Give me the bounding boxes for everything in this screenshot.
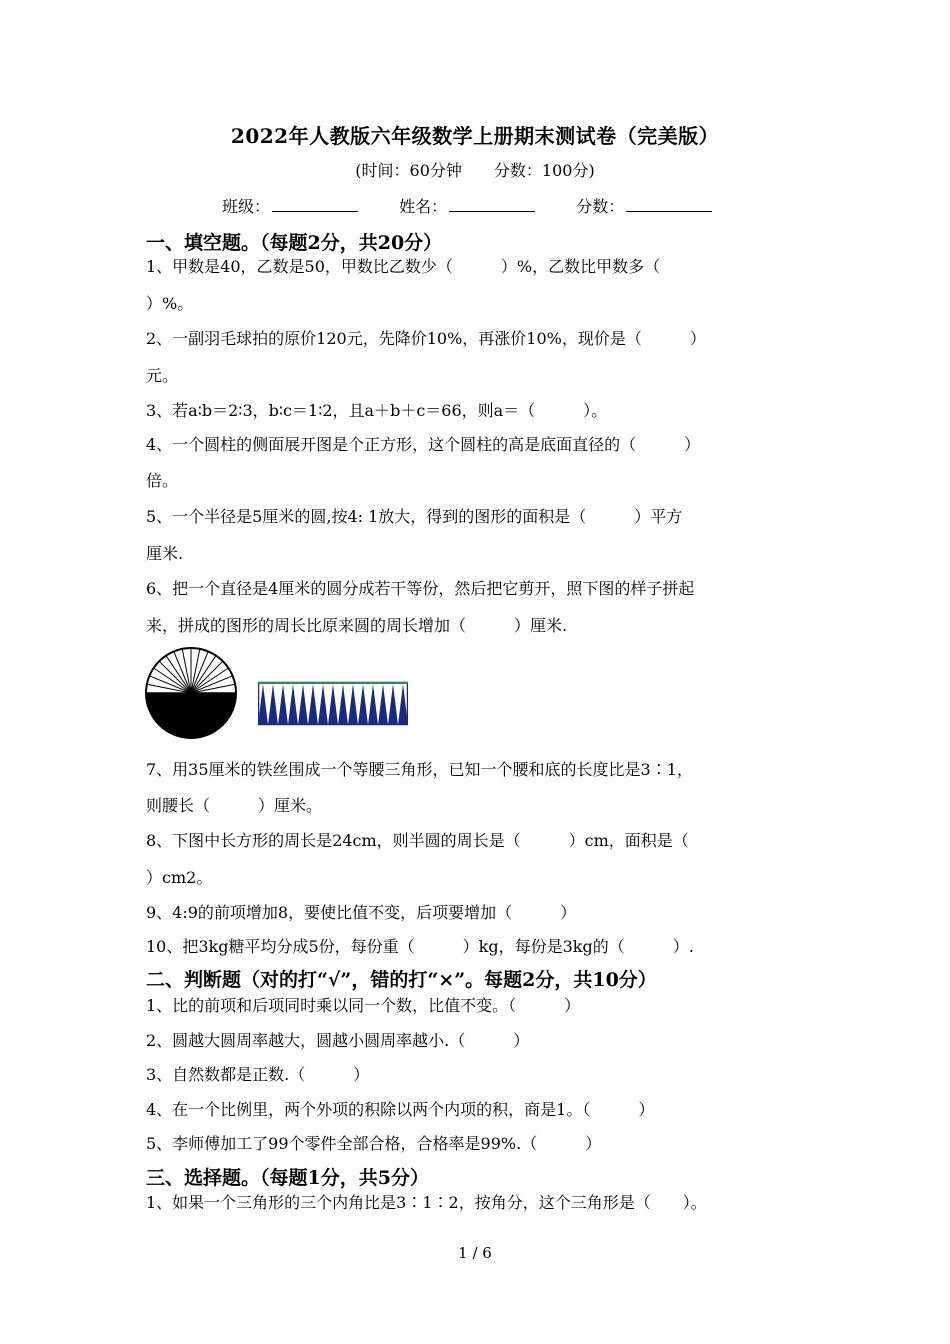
- question-line: 4、一个圆柱的侧面展开图是个正方形，这个圆柱的高是底面直径的（ ）: [146, 435, 701, 454]
- question-line: 1、比的前项和后项同时乘以同一个数，比值不变。（ ）: [146, 996, 581, 1015]
- name-blank[interactable]: [449, 197, 535, 212]
- section-heading-multiple-choice: 三、选择题。（每题1分，共5分）: [146, 1167, 429, 1189]
- question-line: 来，拼成的图形的周长比原来圆的周长增加（ ）厘米.: [146, 616, 568, 635]
- question-line: 7、用35厘米的铁丝围成一个等腰三角形，已知一个腰和底的长度比是3∶1，: [146, 760, 693, 779]
- question-line: 则腰长（ ）厘米。: [146, 796, 323, 815]
- page-number: 1 / 6: [458, 1244, 492, 1262]
- question-line: 8、下图中长方形的周长是24cm，则半圆的周长是（ ）cm，面积是（: [146, 831, 689, 850]
- question-line: ）%。: [146, 294, 194, 313]
- question-line: 1、甲数是40，乙数是50，甲数比乙数少（ ）%，乙数比甲数多（: [146, 257, 661, 276]
- question-line: 5、李师傅加工了99个零件全部合格，合格率是99%.（ ）: [146, 1134, 602, 1153]
- question-line: 2、一副羽毛球拍的原价120元，先降价10%，再涨价10%，现价是（ ）: [146, 329, 706, 348]
- question-line: 2、圆越大圆周率越大，圆越小圆周率越小.（ ）: [146, 1031, 530, 1050]
- circle-divided-into-sectors-icon: [144, 646, 238, 740]
- question-line: 10、把3kg糖平均分成5份，每份重（ ）kg，每份是3kg的（ ）.: [146, 937, 694, 956]
- question-line: 1、如果一个三角形的三个内角比是3∶1∶2，按角分，这个三角形是（ ）。: [146, 1193, 707, 1212]
- question-line: ）cm2。: [146, 868, 213, 887]
- score-blank[interactable]: [626, 197, 712, 212]
- question-line: 3、自然数都是正数.（ ）: [146, 1065, 370, 1084]
- section-heading-true-false: 二、判断题（对的打“√”，错的打“×”。每题2分，共10分）: [146, 969, 657, 991]
- question-line: 4、在一个比例里，两个外项的积除以两个内项的积，商是1。（ ）: [146, 1100, 655, 1119]
- question-line: 9、4:9的前项增加8，要使比值不变，后项要增加（ ）: [146, 903, 577, 922]
- question-line: 3、若a∶b＝2∶3，b∶c＝1∶2，且a＋b＋c＝66，则a＝（ ）。: [146, 401, 608, 420]
- sectors-rearranged-into-strip-icon: [258, 680, 408, 726]
- question-line: 6、把一个直径是4厘米的圆分成若干等份，然后把它剪开，照下图的样子拼起: [146, 579, 695, 598]
- section-heading-fill-blank: 一、填空题。（每题2分，共20分）: [146, 232, 443, 254]
- page-title: 2022年人教版六年级数学上册期末测试卷（完美版）: [230, 124, 720, 148]
- question-line: 元。: [146, 366, 179, 385]
- question-line: 5、一个半径是5厘米的圆,按4: 1放大，得到的图形的面积是（ ）平方: [146, 507, 683, 526]
- name-label: 姓名：: [399, 197, 448, 216]
- student-info-line: [222, 194, 748, 217]
- class-blank[interactable]: [272, 197, 358, 212]
- question-line: 倍。: [146, 471, 179, 490]
- score-label: 分数：: [576, 197, 625, 216]
- exam-time-and-score: (时间：60分钟 分数：100分): [355, 161, 595, 180]
- question-line: 厘米.: [146, 544, 184, 563]
- class-label: 班级：: [222, 197, 271, 216]
